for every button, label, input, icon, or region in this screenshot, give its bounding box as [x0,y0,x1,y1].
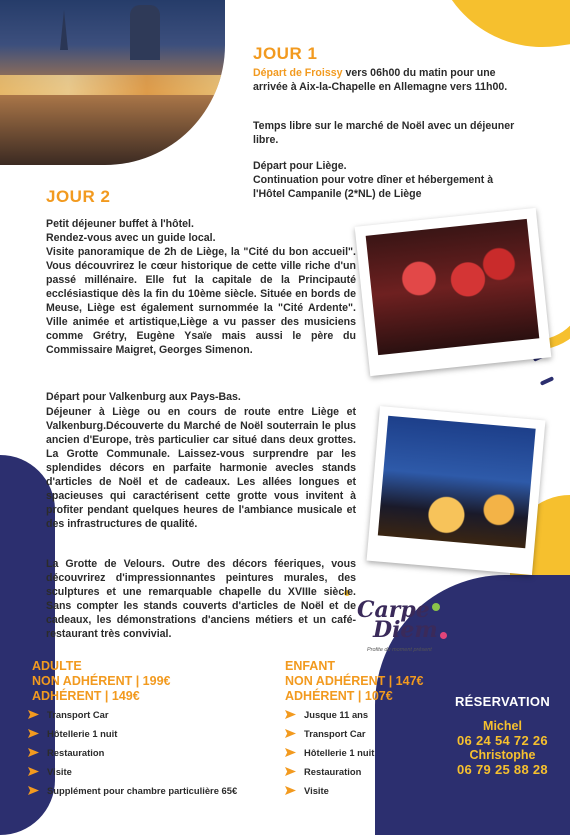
logo-word-diem: Diem [373,617,438,643]
reservation-block [440,694,565,777]
photo-frame-market [367,406,546,575]
contact-name: Michel [483,719,522,733]
list-item: Restauration [28,746,298,765]
day2-visit-paragraph: Visite panoramique de 2h de Liège, la "Cité du bon accueil". Vous découvrirez le cœur historique de cette ville riche d'un passé millénaire. Elle fut la capitale de la Principauté ecclésiastique dès la fin du 10ème siècle. Située en bords de Meuse, Liège est également surnommée la "Cité Ardente". Ville animée et artistique,Liège a vu passer des musiciens comme Grétry, Eugène Ysaïe mais aussi le père du Commissaire Maigret, Georges Simenon. [46,246,356,356]
day1-departure [253,66,528,94]
list-item: Restauration [285,765,435,784]
contact-name: Christophe [469,748,536,762]
adult-non-member-price: NON ADHÉRENT | 199€ [32,674,171,688]
logo-carpe-diem [357,597,477,657]
decor-dash [540,376,554,386]
day2-valkenburg-paragraph: Déjeuner à Liège ou en cours de route entre Liège et Valkenburg.Découverte du Marché de Noël souterrain le plus ancien d'Europe, très particulier car situé dans deux grottes. La Grotte Communale. Laissez-vous surprendre par les splendides décors en parfaite harmonie avecles stands d'articles de Noël et de cadeaux. Les allées longues et spacieuses qui caractérisent cette grotte vous invitent à profiter pendant quelques heures de l'ambiance musicale et des infrastructures de qualité. [46,406,356,530]
arrow-bullet-icon [28,710,39,719]
day2-guide: Rendez-vous avec un guide local. [46,232,216,244]
child-included-list [285,708,435,803]
contact-phone[interactable]: 06 24 54 72 26 [457,733,548,748]
contact-phone[interactable]: 06 79 25 88 28 [457,762,548,777]
list-item: Transport Car [285,727,435,746]
logo-tagline: Profite du moment présent [367,647,432,653]
day2-breakfast: Petit déjeuner buffet à l'hôtel. [46,218,194,230]
arrow-bullet-icon [285,729,296,738]
logo-dot-pink [440,632,447,639]
adult-pricing [32,659,282,704]
arrow-bullet-icon [28,786,39,795]
day2-velours-paragraph: La Grotte de Velours. Outre des décors féeriques, vous découvrirez d'impressionnantes peintures murales, des sculptures et une remarquable chapelle du XVIIIe siècle. Sans compter les stands couverts d'articles de Noël et de cadeaux, les démonstrations d'anciens métiers et un café- restaurant très convivial. [46,558,356,640]
day1-continuation: Continuation pour votre dîner et hébergement à l'Hôtel Campanile (2*NL) de Liège [253,174,494,200]
day1-title: JOUR 1 [253,44,318,63]
day1-departure-label: Départ de Froissy [253,67,343,79]
day1-departure-text: vers 06h00 du matin pour une arrivée à Aix-la-Chapelle en Allemagne vers 11h00. [253,67,508,93]
list-item: Visite [28,765,298,784]
arrow-bullet-icon [28,767,39,776]
arrow-bullet-icon [285,767,296,776]
decor-yellow-blob-top [433,0,570,61]
child-title: ENFANT [285,659,335,673]
list-item: Hôtellerie 1 nuit [285,746,435,765]
day1-liege-departure: Départ pour Liège. [253,160,347,172]
adult-member-price: ADHÉRENT | 149€ [32,689,140,703]
list-item: Visite [285,784,435,803]
arrow-bullet-icon [285,786,296,795]
photo-frame-dancers [355,208,552,376]
adult-title: ADULTE [32,659,82,673]
arrow-bullet-icon [285,748,296,757]
logo-word-carpe: Carpe [357,597,430,623]
list-item: Transport Car [28,708,298,727]
photo-christmas-dancers [366,219,540,355]
list-item: Supplément pour chambre particulière 65€ [28,784,298,803]
reservation-title: RÉSERVATION [454,694,551,709]
arrow-bullet-icon [28,729,39,738]
list-item: Hôtellerie 1 nuit [28,727,298,746]
arrow-bullet-icon [285,710,296,719]
day2-title: JOUR 2 [46,187,111,206]
adult-included-list [28,708,298,803]
day2-valkenburg-departure: Départ pour Valkenburg aux Pays-Bas. [46,391,241,403]
logo-dot-green [432,603,440,611]
day1-free-time: Temps libre sur le marché de Noël avec un déjeuner libre. [253,120,515,146]
list-item: Jusque 11 ans [285,708,435,727]
child-non-member-price: NON ADHÉRENT | 147€ [285,674,424,688]
photo-night-christmas-market [378,416,536,548]
child-member-price: ADHÉRENT | 107€ [285,689,393,703]
child-pricing [285,659,455,704]
photo-aachen-christmas-market [0,0,225,165]
arrow-bullet-icon [28,748,39,757]
